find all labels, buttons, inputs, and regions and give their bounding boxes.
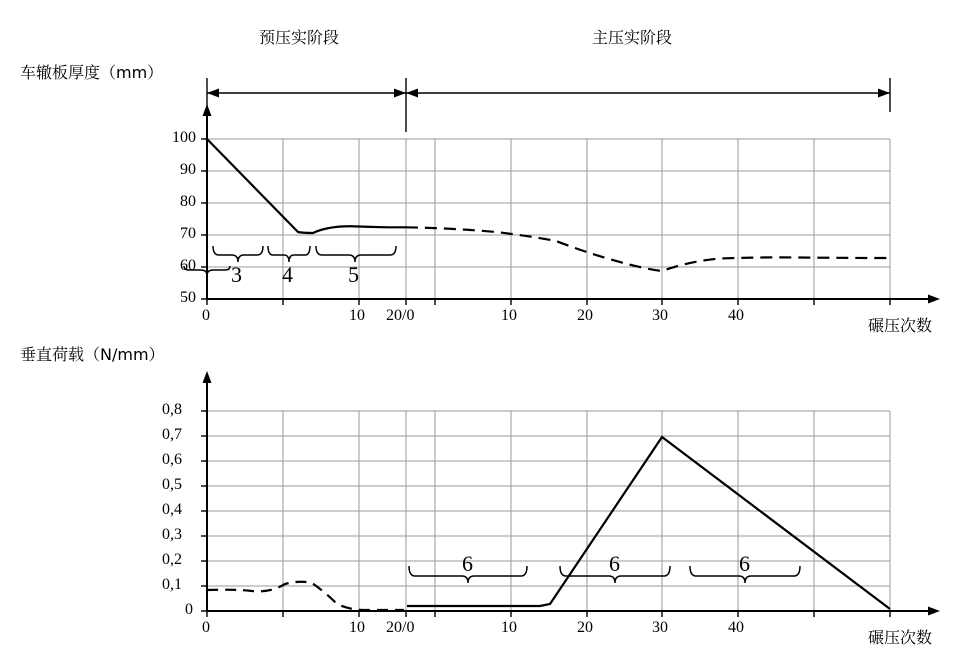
top-grid [207, 139, 890, 299]
top-ytick-50: 50 [180, 289, 196, 306]
bottom-ytick-07: 0,7 [162, 426, 182, 443]
bottom-xtick-10: 10 [349, 619, 365, 636]
top-ytick-90: 90 [180, 161, 196, 178]
bottom-grid [207, 411, 890, 611]
bottom-ytick-03: 0,3 [162, 526, 182, 543]
top-xtick-r10: 10 [501, 307, 517, 324]
top-xtick-r20: 20 [577, 307, 593, 324]
top-xtick-r40: 40 [728, 307, 744, 324]
bottom-y-arrowhead [203, 371, 212, 383]
bottom-y-axis-title: 垂直荷载（N/mm） [20, 345, 165, 364]
phase-label-pre: 预压实阶段 [259, 28, 340, 47]
top-series-dashed [406, 227, 890, 271]
bottom-xtick-r20: 20 [577, 619, 593, 636]
bottom-series-solid [407, 437, 890, 609]
bottom-brace-label-3: 6 [739, 551, 750, 576]
bottom-ytick-0: 0 [185, 601, 193, 618]
top-y-arrowhead [203, 104, 212, 116]
bottom-x-arrowhead [928, 607, 940, 616]
bottom-xtick-20-0: 20/0 [386, 619, 415, 636]
top-xtick-0: 0 [202, 307, 210, 324]
top-ytick-80: 80 [180, 193, 196, 210]
bottom-brace-label-2: 6 [609, 551, 620, 576]
bottom-ytick-06: 0,6 [162, 451, 182, 468]
top-ytick-100: 100 [172, 129, 196, 146]
bottom-xtick-r30: 30 [652, 619, 668, 636]
top-brace-label-5: 5 [348, 262, 359, 287]
top-brace-shapes [213, 246, 396, 262]
bottom-ytick-01: 0,1 [162, 576, 182, 593]
bottom-xtick-0: 0 [202, 619, 210, 636]
bottom-ytick-04: 0,4 [162, 501, 182, 518]
top-xtick-r30: 30 [652, 307, 668, 324]
top-ytick-70: 70 [180, 225, 196, 242]
bottom-xtick-r40: 40 [728, 619, 744, 636]
bottom-ytick-08: 0,8 [162, 401, 182, 418]
phase-label-main: 主压实阶段 [592, 28, 673, 47]
top-xtick-10: 10 [349, 307, 365, 324]
bottom-ytick-02: 0,2 [162, 551, 182, 568]
bottom-ytick-05: 0,5 [162, 476, 182, 493]
phase-arrows [207, 78, 890, 132]
bottom-x-axis-title: 碾压次数 [868, 628, 933, 647]
bottom-xtick-r10: 10 [501, 619, 517, 636]
top-ytick-60: 60 [180, 257, 196, 274]
top-xtick-20-0: 20/0 [386, 307, 415, 324]
bottom-brace-label-1: 6 [462, 551, 473, 576]
top-brace-label-4: 4 [282, 262, 293, 287]
top-x-arrowhead [928, 295, 940, 304]
top-series-solid [207, 139, 406, 233]
top-brace-label-3: 3 [231, 262, 242, 287]
top-x-axis-title: 碾压次数 [868, 316, 933, 335]
top-y-axis-title: 车辙板厚度（mm） [20, 63, 164, 82]
